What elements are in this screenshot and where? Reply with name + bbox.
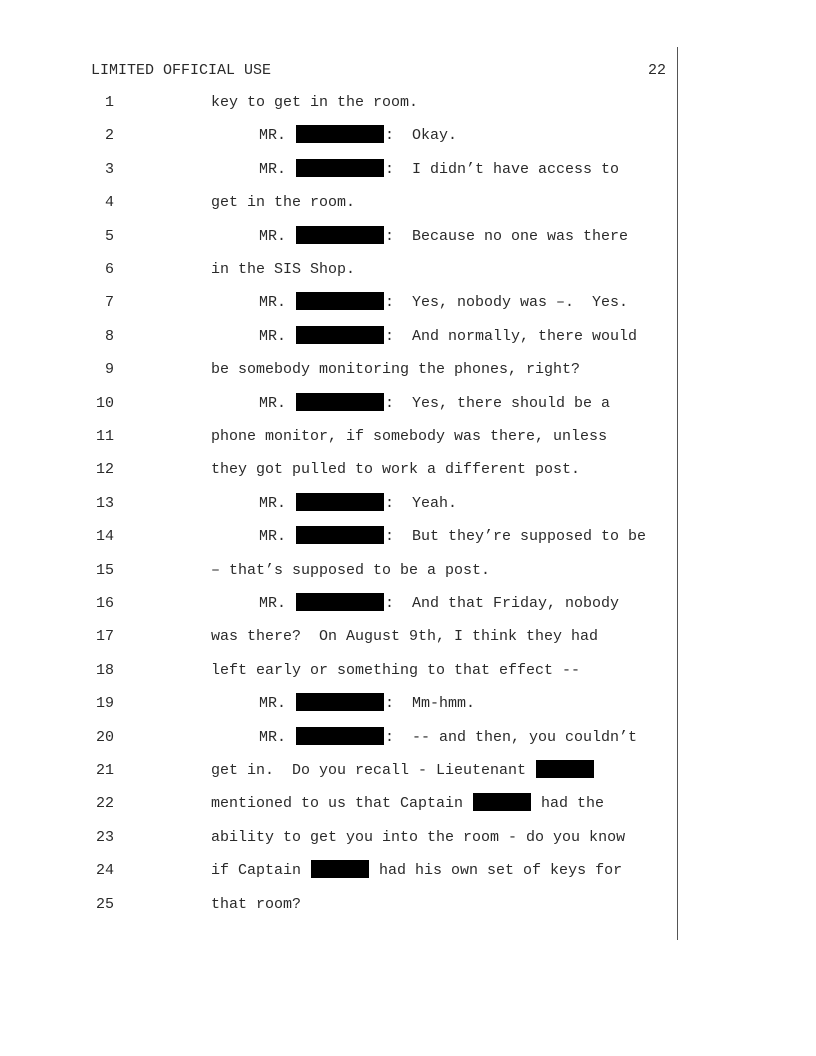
line-text bbox=[211, 561, 490, 581]
line-number: 13 bbox=[95, 494, 114, 512]
line-text-segment: left early or something to that effect -- bbox=[211, 661, 581, 679]
transcript-line bbox=[0, 594, 676, 614]
line-text bbox=[211, 360, 580, 380]
line-text-segment: they got pulled to work a different post. bbox=[211, 461, 581, 479]
redaction-box bbox=[296, 326, 384, 344]
transcript-line bbox=[0, 227, 676, 247]
transcript-line bbox=[0, 293, 676, 313]
redaction-box bbox=[311, 860, 369, 878]
transcript-line bbox=[0, 93, 676, 113]
line-text-segment: get in the room. bbox=[211, 194, 356, 212]
transcript-line bbox=[0, 694, 676, 714]
line-text-segment: : Because no one was there bbox=[385, 227, 629, 245]
redaction-box bbox=[296, 727, 384, 745]
line-text-segment: : Okay. bbox=[385, 127, 458, 145]
line-text-segment: : Yes, there should be a bbox=[385, 394, 611, 412]
redaction-box bbox=[296, 593, 384, 611]
line-text-segment: MR. bbox=[259, 494, 296, 512]
redaction-box bbox=[296, 693, 384, 711]
line-text-segment: MR. bbox=[259, 160, 296, 178]
line-number: 7 bbox=[104, 294, 114, 312]
line-text-segment: MR. bbox=[259, 728, 296, 746]
transcript-line bbox=[0, 627, 676, 647]
line-text-segment: MR. bbox=[259, 595, 296, 612]
redaction-box bbox=[296, 159, 384, 177]
line-text-segment: MR. bbox=[259, 394, 296, 412]
redaction-box bbox=[296, 526, 384, 544]
redaction-box bbox=[296, 292, 384, 310]
line-text-segment: : And that Friday, nobody bbox=[385, 595, 620, 612]
transcript-line bbox=[0, 794, 676, 814]
line-number: 5 bbox=[104, 227, 114, 245]
line-number: 16 bbox=[95, 595, 114, 612]
transcript-line bbox=[0, 126, 676, 146]
redaction-box bbox=[296, 393, 384, 411]
line-text bbox=[211, 761, 595, 781]
line-text-segment: : Yeah. bbox=[385, 494, 458, 512]
redaction-box bbox=[536, 760, 594, 778]
transcript-line bbox=[0, 260, 676, 280]
speaker-line-text bbox=[259, 394, 610, 414]
redaction-box bbox=[296, 493, 384, 511]
transcript-line bbox=[0, 427, 676, 447]
transcript-line bbox=[0, 828, 676, 848]
line-number: 1 bbox=[104, 94, 114, 111]
transcript-line bbox=[0, 460, 676, 480]
line-text-segment: if Captain bbox=[211, 862, 311, 880]
line-number: 22 bbox=[95, 795, 114, 813]
line-text-segment: : But they’re supposed to be bbox=[385, 528, 647, 546]
line-text bbox=[211, 861, 622, 881]
transcript-line bbox=[0, 360, 676, 380]
line-number: 9 bbox=[104, 361, 114, 379]
line-number: 14 bbox=[95, 528, 114, 546]
line-text bbox=[211, 93, 418, 113]
line-text-segment: key to get in the room. bbox=[211, 94, 419, 111]
speaker-line-text bbox=[259, 694, 475, 714]
line-text-segment: MR. bbox=[259, 127, 296, 145]
line-text-segment: phone monitor, if somebody was there, unless bbox=[211, 428, 608, 445]
line-number: 10 bbox=[95, 394, 114, 412]
transcript-line bbox=[0, 661, 676, 681]
line-text-segment: – that’s supposed to be a post. bbox=[211, 561, 491, 579]
speaker-line-text bbox=[259, 594, 619, 614]
transcript-line bbox=[0, 327, 676, 347]
line-number: 12 bbox=[95, 461, 114, 479]
speaker-line-text bbox=[259, 227, 628, 247]
line-text-segment: had his own set of keys for bbox=[370, 862, 623, 880]
line-number: 23 bbox=[95, 828, 114, 846]
line-text-segment: MR. bbox=[259, 327, 296, 345]
line-number: 20 bbox=[95, 728, 114, 746]
line-number: 19 bbox=[95, 695, 114, 713]
transcript-line bbox=[0, 527, 676, 547]
speaker-line-text bbox=[259, 728, 637, 748]
line-text-segment: : Mm-hmm. bbox=[385, 695, 476, 713]
speaker-line-text bbox=[259, 126, 457, 146]
page-number: 22 bbox=[647, 62, 666, 79]
line-text-segment: MR. bbox=[259, 294, 296, 312]
line-text-segment: : I didn’t have access to bbox=[385, 160, 620, 178]
speaker-line-text bbox=[259, 327, 637, 347]
line-text-segment: MR. bbox=[259, 695, 296, 713]
line-number: 18 bbox=[95, 661, 114, 679]
speaker-line-text bbox=[259, 527, 646, 547]
line-text-segment: had the bbox=[532, 795, 605, 813]
speaker-line-text bbox=[259, 160, 619, 180]
line-text-segment: : -- and then, you couldn’t bbox=[385, 728, 638, 746]
line-text-segment: be somebody monitoring the phones, right? bbox=[211, 361, 581, 379]
line-text-segment: : And normally, there would bbox=[385, 327, 638, 345]
transcript-line bbox=[0, 561, 676, 581]
speaker-line-text bbox=[259, 293, 628, 313]
transcript-line bbox=[0, 160, 676, 180]
line-number: 6 bbox=[104, 261, 114, 278]
redaction-box bbox=[296, 226, 384, 244]
line-number: 4 bbox=[104, 194, 114, 212]
line-text-segment: was there? On August 9th, I think they had bbox=[211, 628, 599, 646]
line-number: 15 bbox=[95, 561, 114, 579]
line-text-segment: MR. bbox=[259, 528, 296, 546]
transcript-line bbox=[0, 193, 676, 213]
line-text bbox=[211, 828, 625, 848]
transcript-line bbox=[0, 761, 676, 781]
line-text bbox=[211, 260, 355, 280]
line-number: 11 bbox=[95, 428, 114, 445]
line-number: 25 bbox=[95, 895, 114, 913]
redaction-box bbox=[473, 793, 531, 811]
transcript-line bbox=[0, 394, 676, 414]
line-text-segment: ability to get you into the room - do you know bbox=[211, 828, 626, 846]
line-text bbox=[211, 895, 301, 915]
line-number: 2 bbox=[104, 127, 114, 145]
speaker-line-text bbox=[259, 494, 457, 514]
line-text-segment: : Yes, nobody was –. Yes. bbox=[385, 294, 629, 312]
transcript-line bbox=[0, 861, 676, 881]
line-text-segment: that room? bbox=[211, 895, 302, 913]
line-number: 3 bbox=[104, 160, 114, 178]
line-number: 17 bbox=[95, 628, 114, 646]
transcript-line bbox=[0, 728, 676, 748]
line-text-segment: MR. bbox=[259, 227, 296, 245]
line-text-segment: mentioned to us that Captain bbox=[211, 795, 473, 813]
transcript-line bbox=[0, 895, 676, 915]
line-text bbox=[211, 460, 580, 480]
line-text bbox=[211, 427, 607, 447]
line-text bbox=[211, 794, 604, 814]
line-text-segment: in the SIS Shop. bbox=[211, 261, 356, 278]
transcript-line bbox=[0, 494, 676, 514]
classification-header: LIMITED OFFICIAL USE bbox=[91, 62, 272, 79]
line-number: 24 bbox=[95, 862, 114, 880]
redaction-box bbox=[296, 125, 384, 143]
line-text bbox=[211, 193, 355, 213]
line-number: 21 bbox=[95, 762, 114, 779]
line-text bbox=[211, 661, 580, 681]
line-text-segment: get in. Do you recall - Lieutenant bbox=[211, 762, 536, 779]
line-number: 8 bbox=[104, 327, 114, 345]
line-text bbox=[211, 627, 598, 647]
